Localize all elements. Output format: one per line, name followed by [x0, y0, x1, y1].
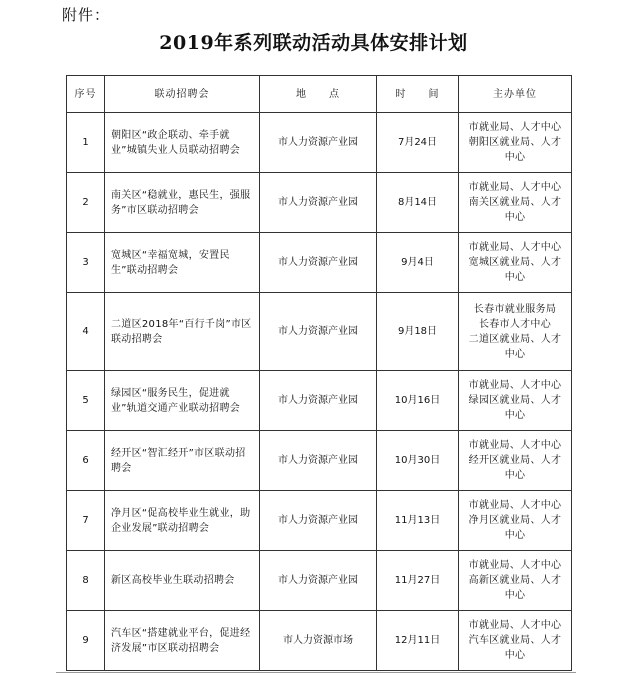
organizer-line: 中心	[504, 590, 526, 601]
organizer-line: 中心	[504, 348, 526, 360]
row-organizer	[459, 551, 572, 611]
row-fair-name: 宽城区“幸福宽城，安置民生”联动招聘会	[105, 233, 260, 293]
column-header-place: 地 点	[260, 76, 377, 113]
organizer-line: 经开区就业局、人才	[468, 455, 562, 466]
row-fair-name: 绿园区“服务民生，促进就业”轨道交通产业联动招聘会	[105, 371, 260, 431]
document-title: 2019年系列联动活动具体安排计划	[159, 32, 468, 54]
column-header-organizer: 主办单位	[459, 76, 572, 113]
row-time: 10月30日	[377, 431, 459, 491]
row-number: 8	[67, 551, 105, 611]
organizer-line: 市就业局、人才中心	[468, 500, 562, 511]
row-organizer	[459, 233, 572, 293]
row-place: 市人力资源产业园	[260, 431, 377, 491]
row-place: 市人力资源产业园	[260, 173, 377, 233]
organizer-line: 中心	[504, 152, 526, 163]
row-place: 市人力资源市场	[260, 611, 377, 671]
organizer-line: 高新区就业局、人才	[468, 575, 562, 586]
organizer-line: 中心	[504, 410, 526, 421]
organizer-line: 中心	[504, 650, 526, 661]
organizer-line: 二道区就业局、人才	[468, 333, 562, 345]
column-header-no: 序号	[67, 76, 105, 113]
row-number: 2	[67, 173, 105, 233]
schedule-table	[66, 75, 572, 671]
row-fair-name: 经开区“智汇经开”市区联动招聘会	[105, 431, 260, 491]
row-time: 7月24日	[377, 113, 459, 173]
table-row	[67, 233, 572, 293]
row-number: 3	[67, 233, 105, 293]
row-fair-name: 南关区“稳就业，惠民生，强服务”市区联动招聘会	[105, 173, 260, 233]
organizer-line: 朝阳区就业局、人才	[468, 137, 562, 148]
table-row	[67, 113, 572, 173]
organizer-line: 中心	[504, 470, 526, 481]
row-fair-name: 新区高校毕业生联动招聘会	[105, 551, 260, 611]
table-row	[67, 293, 572, 371]
table-row	[67, 491, 572, 551]
row-number: 1	[67, 113, 105, 173]
row-organizer	[459, 431, 572, 491]
organizer-line: 市就业局、人才中心	[468, 380, 562, 391]
row-number: 7	[67, 491, 105, 551]
table-row	[67, 611, 572, 671]
row-fair-name: 二道区2018年“百行千岗”市区联动招聘会	[105, 293, 260, 371]
column-header-name: 联动招聘会	[105, 76, 260, 113]
organizer-line: 绿园区就业局、人才	[468, 395, 562, 406]
table-row	[67, 173, 572, 233]
organizer-line: 市就业局、人才中心	[468, 242, 562, 253]
page-bottom-rule	[56, 672, 576, 673]
organizer-line: 汽车区就业局、人才	[468, 635, 562, 646]
table-header-row	[67, 76, 572, 113]
organizer-line: 市就业局、人才中心	[468, 122, 562, 133]
table-row	[67, 371, 572, 431]
organizer-line: 净月区就业局、人才	[468, 515, 562, 526]
row-number: 9	[67, 611, 105, 671]
row-organizer	[459, 371, 572, 431]
row-time: 9月4日	[377, 233, 459, 293]
table-body	[67, 113, 572, 671]
row-fair-name: 朝阳区“政企联动、牵手就业”城镇失业人员联动招聘会	[105, 113, 260, 173]
row-organizer	[459, 173, 572, 233]
row-place: 市人力资源产业园	[260, 233, 377, 293]
organizer-line: 市就业局、人才中心	[468, 560, 562, 571]
row-place: 市人力资源产业园	[260, 551, 377, 611]
row-fair-name: 汽车区“搭建就业平台，促进经济发展”市区联动招聘会	[105, 611, 260, 671]
organizer-line: 中心	[504, 272, 526, 283]
row-fair-name: 净月区“促高校毕业生就业，助企业发展”联动招聘会	[105, 491, 260, 551]
row-time: 10月16日	[377, 371, 459, 431]
row-organizer	[459, 491, 572, 551]
row-number: 4	[67, 293, 105, 371]
row-time: 9月18日	[377, 293, 459, 371]
row-number: 6	[67, 431, 105, 491]
row-place: 市人力资源产业园	[260, 491, 377, 551]
table-row	[67, 431, 572, 491]
organizer-line: 南关区就业局、人才	[468, 197, 562, 208]
row-time: 12月11日	[377, 611, 459, 671]
row-organizer	[459, 293, 572, 371]
row-place: 市人力资源产业园	[260, 113, 377, 173]
organizer-line: 长春市人才中心	[478, 318, 552, 330]
organizer-line: 市就业局、人才中心	[468, 182, 562, 193]
column-header-time: 时 间	[377, 76, 459, 113]
organizer-line: 中心	[504, 530, 526, 541]
row-time: 8月14日	[377, 173, 459, 233]
row-time: 11月13日	[377, 491, 459, 551]
organizer-line: 宽城区就业局、人才	[468, 257, 562, 268]
row-organizer	[459, 113, 572, 173]
organizer-line: 中心	[504, 212, 526, 223]
row-time: 11月27日	[377, 551, 459, 611]
organizer-line: 市就业局、人才中心	[468, 620, 562, 631]
table-row	[67, 551, 572, 611]
row-number: 5	[67, 371, 105, 431]
row-organizer	[459, 611, 572, 671]
row-place: 市人力资源产业园	[260, 371, 377, 431]
organizer-line: 市就业局、人才中心	[468, 440, 562, 451]
row-place: 市人力资源产业园	[260, 293, 377, 371]
attachment-label: 附件：	[62, 6, 111, 24]
organizer-line: 长春市就业服务局	[473, 303, 557, 315]
